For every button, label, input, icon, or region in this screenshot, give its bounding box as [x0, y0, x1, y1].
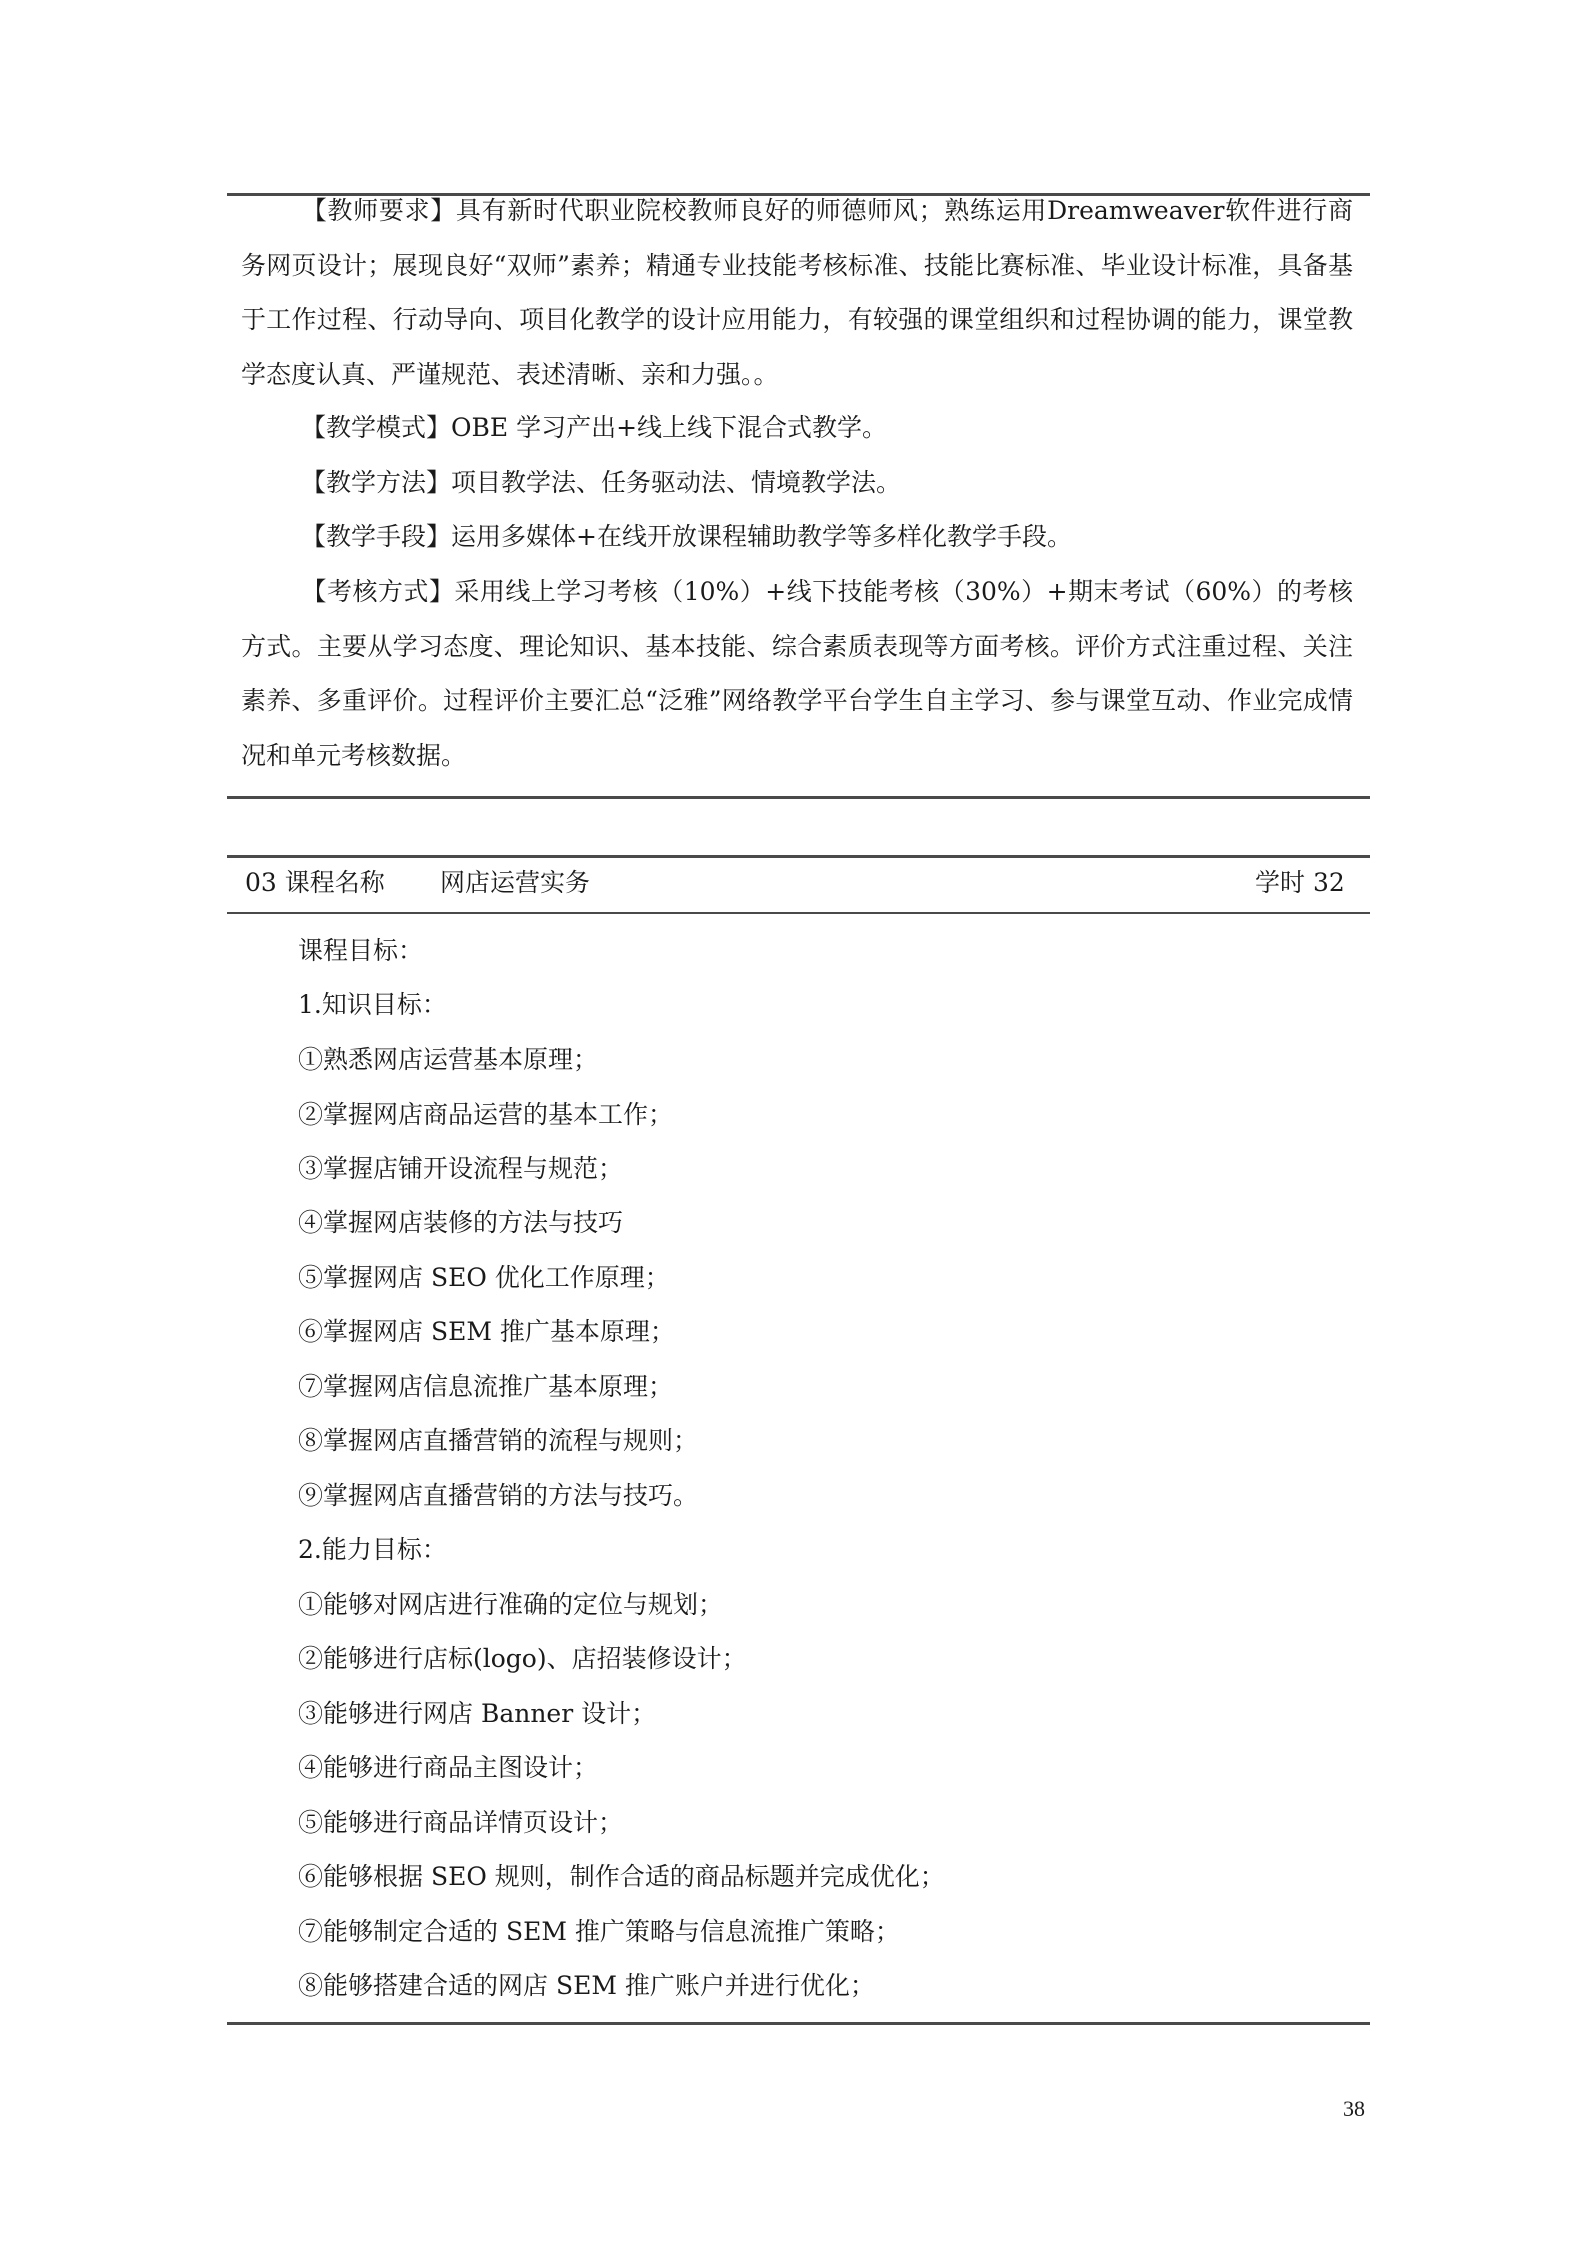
knowledge-goals-title: 1.知识目标： [298, 990, 447, 1019]
teacher-requirements-paragraph [241, 184, 1353, 402]
ability-item: ⑤能够进行商品详情页设计； [298, 1808, 624, 1837]
knowledge-item: ⑧掌握网店直播营销的流程与规则； [298, 1426, 699, 1455]
teaching-methods-text: 【教学方法】项目教学法、任务驱动法、情境教学法。 [301, 468, 902, 497]
teaching-mode-paragraph [241, 401, 1353, 456]
knowledge-item: ④掌握网店装修的方法与技巧 [298, 1208, 624, 1237]
knowledge-item: ⑦掌握网店信息流推广基本原理； [298, 1372, 674, 1401]
ability-item: ②能够进行店标(logo)、店招装修设计； [298, 1644, 747, 1673]
section-end-rule [227, 796, 1370, 799]
knowledge-item: ②掌握网店商品运营的基本工作； [298, 1100, 674, 1129]
course-bottom-rule [227, 2022, 1370, 2025]
assessment-paragraph [241, 565, 1353, 783]
course-hours: 学时 32 [1255, 868, 1345, 897]
ability-item: ⑥能够根据 SEO 规则，制作合适的商品标题并完成优化； [298, 1862, 945, 1891]
knowledge-item: ①熟悉网店运营基本原理； [298, 1045, 599, 1074]
teaching-mode-text: 【教学模式】OBE 学习产出+线上线下混合式教学。 [301, 413, 888, 442]
course-header-top-rule [227, 855, 1370, 858]
ability-item: ①能够对网店进行准确的定位与规划； [298, 1590, 724, 1619]
knowledge-item: ⑤掌握网店 SEO 优化工作原理； [298, 1263, 670, 1292]
ability-item: ④能够进行商品主图设计； [298, 1753, 599, 1782]
teaching-means-paragraph [241, 510, 1353, 565]
knowledge-item: ③掌握店铺开设流程与规范； [298, 1154, 624, 1183]
teacher-requirements-text: 【教师要求】具有新时代职业院校教师良好的师德师风；熟练运用Dreamweaver软件进行商务网页设计；展现良好“双师”素养；精通专业技能考核标准、技能比赛标准、毕业设计标准，具备基于工作过程、行动导向、项目化教学的设计应用能力，有较强的课堂组织和过程协调的能力，课堂教学态度认真、严谨规范、表述清晰、亲和力强。。 [241, 196, 1353, 389]
page-number: 38 [1343, 2096, 1365, 2121]
ability-item: ③能够进行网店 Banner 设计； [298, 1699, 657, 1728]
ability-item: ⑧能够搭建合适的网店 SEM 推广账户并进行优化； [298, 1971, 875, 2000]
course-name: 网店运营实务 [440, 868, 591, 897]
knowledge-item: ⑥掌握网店 SEM 推广基本原理； [298, 1317, 675, 1346]
ability-item: ⑦能够制定合适的 SEM 推广策略与信息流推广策略； [298, 1917, 900, 1946]
course-header-bottom-rule [227, 912, 1370, 914]
course-number-label: 03 课程名称 [245, 868, 385, 897]
teaching-methods-paragraph [241, 456, 1353, 511]
ability-goals-title: 2.能力目标： [298, 1535, 447, 1564]
knowledge-item: ⑨掌握网店直播营销的方法与技巧。 [298, 1481, 699, 1510]
course-goals-title: 课程目标： [298, 936, 424, 965]
assessment-text: 【考核方式】采用线上学习考核（10%）+线下技能考核（30%）+期末考试（60%）的考核方式。主要从学习态度、理论知识、基本技能、综合素质表现等方面考核。评价方式注重过程、关注素养、多重评价。过程评价主要汇总“泛雅”网络教学平台学生自主学习、参与课堂互动、作业完成情况和单元考核数据。 [241, 577, 1353, 770]
teaching-means-text: 【教学手段】运用多媒体+在线开放课程辅助教学等多样化教学手段。 [301, 522, 1072, 551]
